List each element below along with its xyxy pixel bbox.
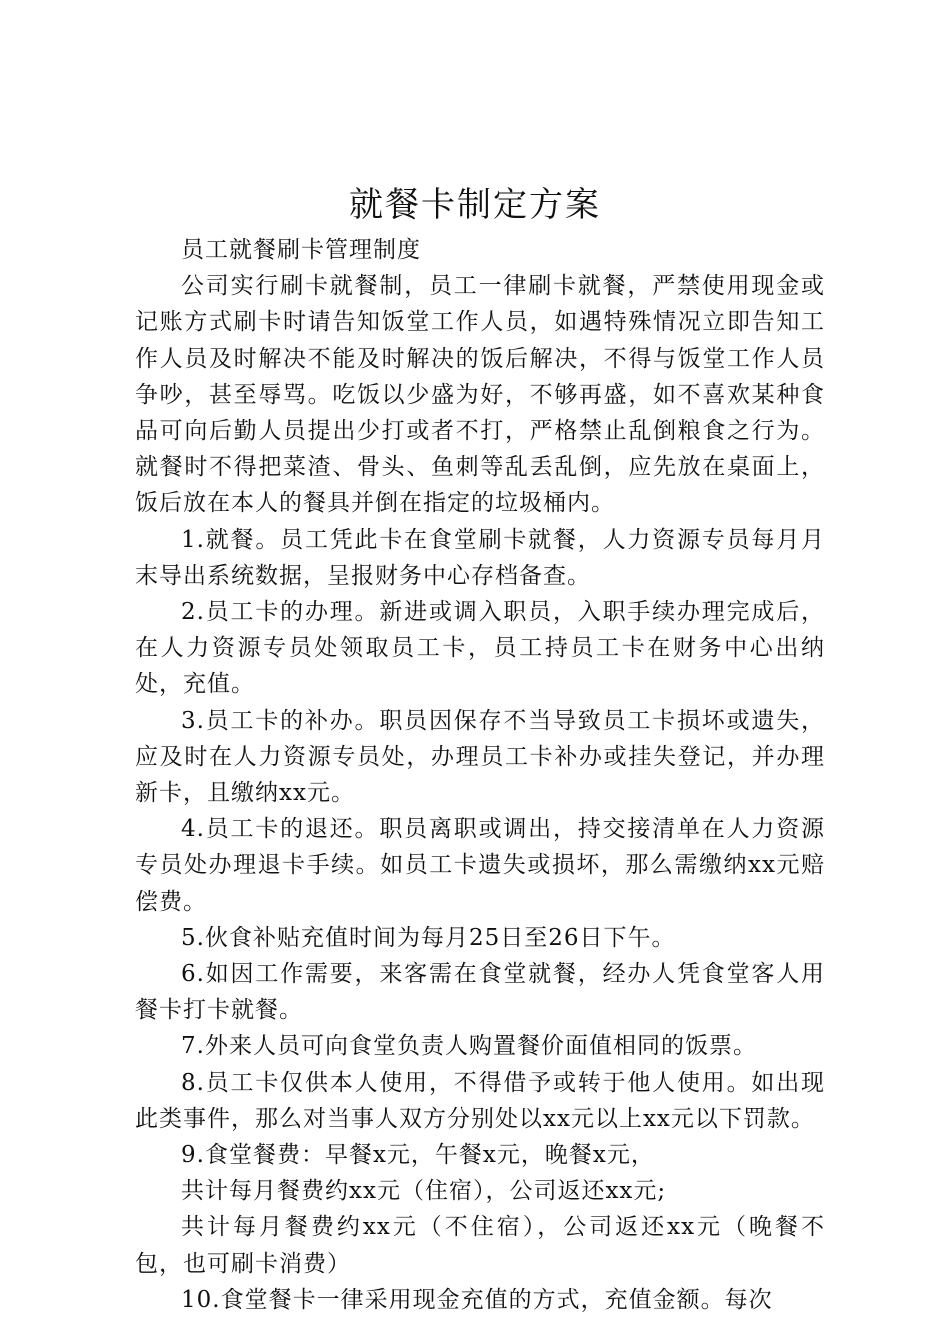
paragraph-item-3: 3.员工卡的补办。职员因保存不当导致员工卡损坏或遗失，应及时在人力资源专员处，办理员工卡补办或挂失登记，并办理新卡，且缴纳xx元。: [135, 707, 825, 807]
paragraph-item-2: 2.员工卡的办理。新进或调入职员，入职手续办理完成后，在人力资源专员处领取员工卡，员工持员工卡在财务中心出纳处，充值。: [135, 599, 825, 698]
paragraph-item-1: 1.就餐。员工凭此卡在食堂刷卡就餐，人力资源专员每月月末导出系统数据，呈报财务中心存档备查。: [135, 526, 825, 589]
paragraph-fee-nonboarding: 共计每月餐费约xx元（不住宿），公司返还xx元（晚餐不包，也可刷卡消费）: [135, 1214, 825, 1277]
paragraph-item-5: 5.伙食补贴充值时间为每月25日至26日下午。: [181, 924, 676, 951]
paragraph-fee-boarding: 共计每月餐费约xx元（住宿），公司返还xx元;: [181, 1178, 667, 1205]
paragraph-item-8: 8.员工卡仅供本人使用，不得借予或转于他人使用。如出现此类事件，那么对当事人双方分别处以xx元以上xx元以下罚款。: [135, 1069, 825, 1132]
document-body: [135, 232, 825, 1318]
paragraph-item-6: 6.如因工作需要，来客需在食堂就餐，经办人凭食堂客人用餐卡打卡就餐。: [135, 961, 825, 1024]
page-title: 就餐卡制定方案: [349, 185, 601, 225]
paragraph-intro: 公司实行刷卡就餐制，员工一律刷卡就餐，严禁使用现金或记账方式刷卡时请告知饭堂工作人员，如遇特殊情况立即告知工作人员及时解决不能及时解决的饭后解决，不得与饭堂工作人员争吵，甚至辱骂。吃饭以少盛为好，不够再盛，如不喜欢某种食品可向后勤人员提出少打或者不打，严格禁止乱倒粮食之行为。就餐时不得把菜渣、骨头、鱼刺等乱丢乱倒，应先放在桌面上，饭后放在本人的餐具并倒在指定的垃圾桶内。: [135, 273, 825, 517]
paragraph-item-9: 9.食堂餐费：早餐x元，午餐x元，晚餐x元，: [181, 1142, 655, 1169]
paragraph-item-7: 7.外来人员可向食堂负责人购置餐价面值相同的饭票。: [181, 1033, 757, 1060]
section-heading: 员工就餐刷卡管理制度: [181, 237, 421, 263]
paragraph-item-4: 4.员工卡的退还。职员离职或调出，持交接清单在人力资源专员处办理退卡手续。如员工卡遗失或损坏，那么需缴纳xx元赔偿费。: [135, 816, 825, 915]
paragraph-item-10: 10.食堂餐卡一律采用现金充值的方式，充值金额。每次: [181, 1286, 773, 1313]
